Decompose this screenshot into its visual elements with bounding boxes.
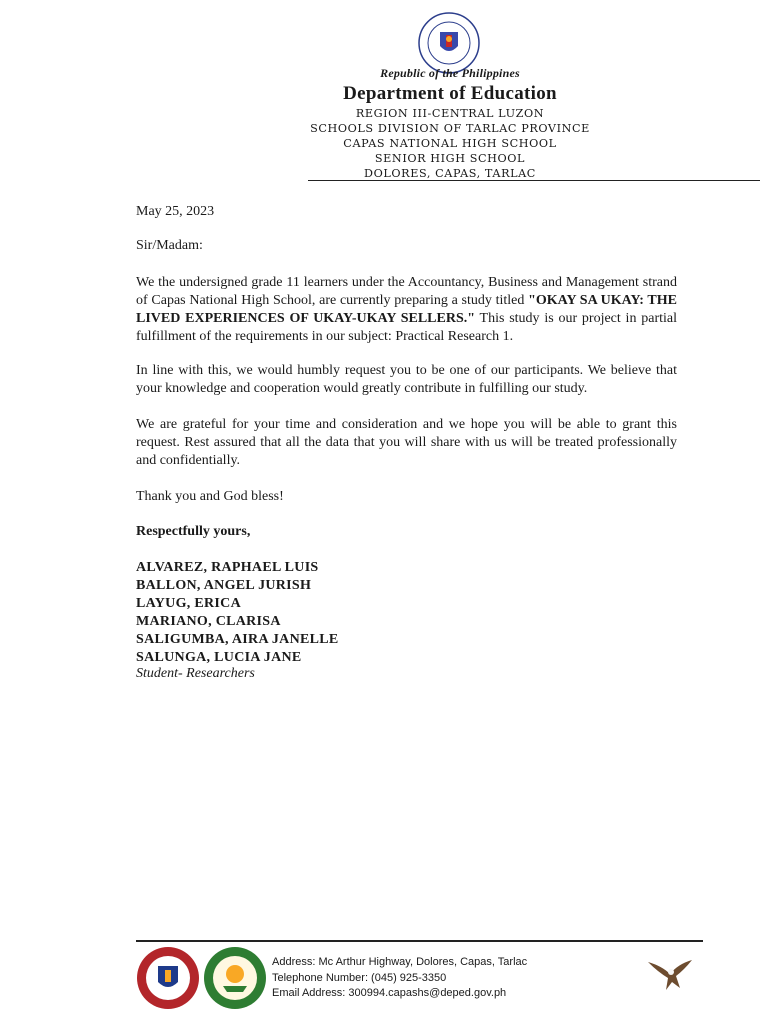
footer-address: Address: Mc Arthur Highway, Dolores, Capas, Tarlac	[272, 956, 528, 968]
footer-telephone: Telephone Number: (045) 925-3350	[272, 971, 447, 984]
header-school: CAPAS NATIONAL HIGH SCHOOL	[343, 137, 557, 150]
signatory-name: MARIANO, CLARISA	[136, 614, 281, 629]
signatory-name: LAYUG, ERICA	[136, 596, 241, 611]
salutation: Sir/Madam:	[136, 238, 203, 253]
footer-email: Email Address: 300994.capashs@deped.gov.ph	[272, 987, 507, 999]
cnhs-logo-icon	[203, 946, 267, 1010]
header-location: DOLORES, CAPAS, TARLAC	[364, 167, 536, 180]
header-divider	[308, 180, 760, 181]
sdo-tarlac-logo-icon	[136, 946, 200, 1010]
paragraph-request: In line with this, we would humbly request you to be one of our participants. We believe that your knowledge and cooperation would greatly contribute in fulfilling our study.	[136, 363, 677, 396]
paragraph-intro	[136, 274, 677, 346]
department-heading: Department of Education	[343, 83, 557, 104]
footer-contact	[272, 955, 527, 1002]
paragraph-gratitude: We are grateful for your time and consideration and we hope you will be able to grant this request. Rest assured that all the data that you will share with us will be treated professionally and confidentially.	[136, 417, 677, 468]
signatory-name: SALIGUMBA, AIRA JANELLE	[136, 632, 339, 647]
study-title: "OKAY SA UKAY: THE LIVED EXPERIENCES OF UKAY-UKAY SELLERS."	[136, 293, 678, 326]
signatory-name: BALLON, ANGEL JURISH	[136, 578, 312, 593]
header-shs: SENIOR HIGH SCHOOL	[374, 152, 526, 165]
header-region: REGION III-CENTRAL LUZON	[355, 107, 545, 120]
signatory-list	[136, 559, 677, 667]
header-address-block	[0, 106, 768, 181]
thanks-line: Thank you and God bless!	[136, 489, 284, 504]
closing-line: Respectfully yours,	[136, 524, 251, 539]
signatory-role: Student- Researchers	[136, 666, 255, 681]
signatory-name: ALVAREZ, RAPHAEL LUIS	[136, 560, 319, 575]
letter-date: May 25, 2023	[136, 204, 215, 219]
deped-seal-icon	[418, 12, 480, 74]
paragraph-intro-text: We the undersigned grade 11 learners under the Accountancy, Business and Management strand of Capas National High School, are currently preparing a study titled	[136, 275, 677, 308]
header-division: SCHOOLS DIVISION OF TARLAC PROVINCE	[310, 122, 590, 135]
signatory-name: SALUNGA, LUCIA JANE	[136, 650, 302, 665]
eagle-icon	[644, 952, 696, 996]
paragraph-intro-text-end: This study is our project in partial fulfillment of the requirements in our subject: Practical Research 1.	[136, 311, 677, 344]
footer-divider	[136, 940, 703, 942]
republic-heading: Republic of the Philippines	[380, 66, 520, 80]
